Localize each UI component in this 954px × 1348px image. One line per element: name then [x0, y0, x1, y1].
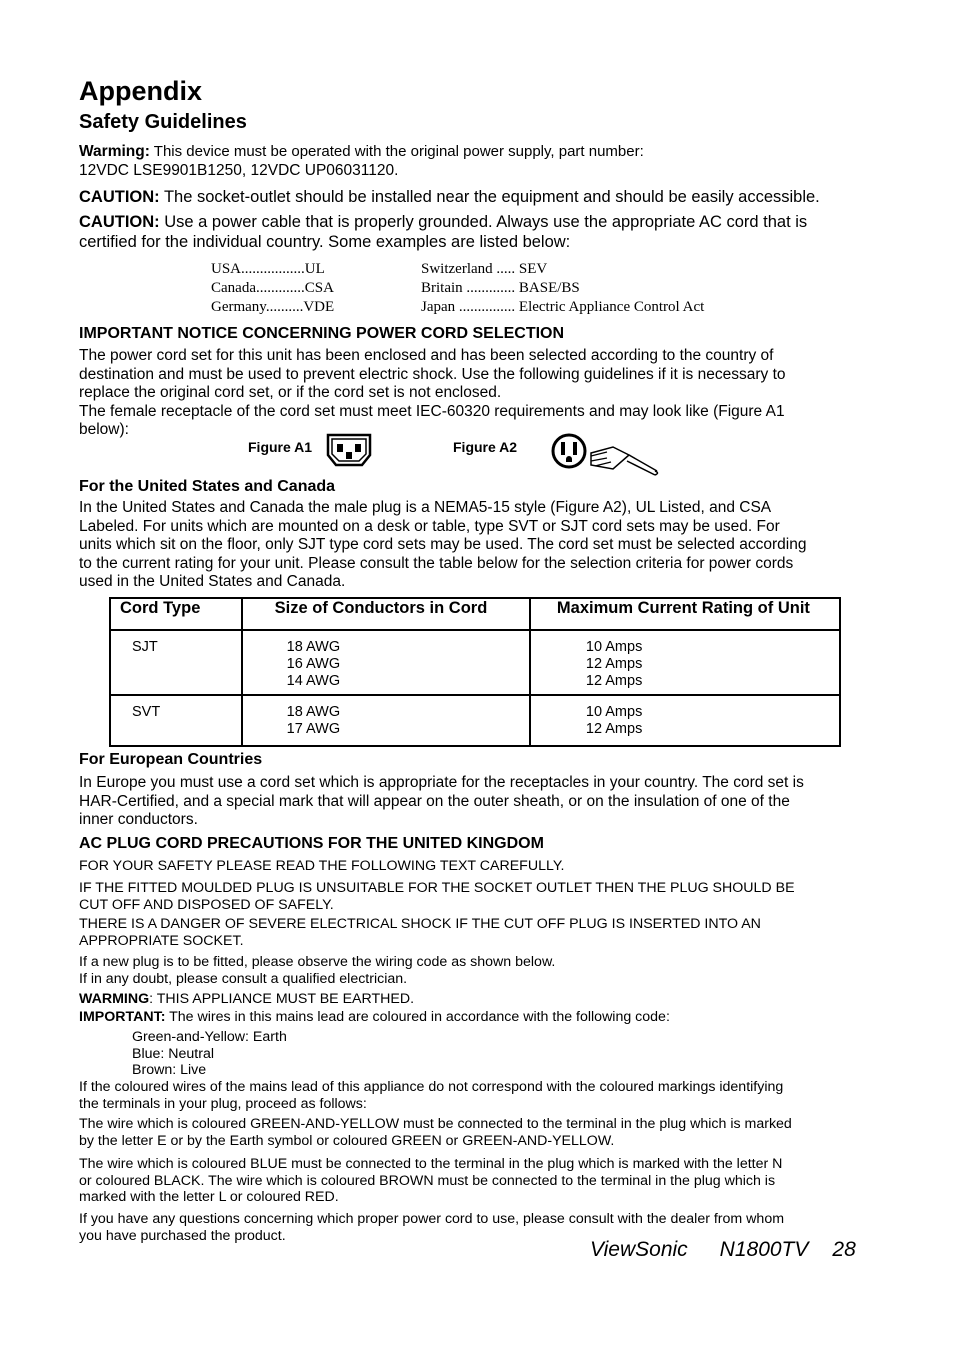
- uk-green-yellow: [79, 1116, 879, 1149]
- uk-danger: [79, 916, 879, 949]
- uk-line: If you have any questions concerning which proper power cord to use, please consult with the dealer from whom: [79, 1211, 785, 1227]
- size-value: 18 AWG: [286, 704, 341, 720]
- header-conductor-size: Size of Conductors in Cord: [242, 598, 530, 630]
- section-title: Safety Guidelines: [79, 111, 247, 133]
- caution-2: [79, 212, 879, 252]
- cell-ratings: [530, 695, 840, 746]
- cell-ratings: [530, 630, 840, 695]
- uk-blue-brown: [79, 1156, 879, 1206]
- us-canada-line: In the United States and Canada the male plug is a NEMA5-15 style (Figure A2), UL Listed, and CSA: [79, 499, 772, 516]
- uk-color-codes: [132, 1029, 532, 1079]
- caution-2-label: CAUTION:: [79, 213, 160, 231]
- cell-cord-type: SJT: [110, 630, 242, 695]
- us-canada-body: [79, 499, 879, 592]
- uk-new-plug: [79, 954, 879, 987]
- example-usa: USA.................UL: [211, 261, 325, 277]
- uk-heading: AC PLUG CORD PRECAUTIONS FOR THE UNITED KINGDOM: [79, 835, 544, 852]
- notice-line: below):: [79, 421, 129, 438]
- rating-value: 12 Amps: [585, 720, 643, 737]
- example-canada: Canada.............CSA: [211, 280, 334, 296]
- table-row: [110, 695, 840, 746]
- page-footer: [590, 1238, 856, 1262]
- header-cord-type: Cord Type: [110, 598, 242, 630]
- caution-1-label: CAUTION:: [79, 188, 160, 206]
- female-receptacle-icon: [326, 433, 372, 467]
- us-canada-heading: For the United States and Canada: [79, 478, 336, 495]
- warning-text: This device must be operated with the original power supply, part number:: [149, 143, 644, 160]
- figure-a2-label: Figure A2: [453, 439, 518, 455]
- uk-line: THERE IS A DANGER OF SEVERE ELECTRICAL SHOCK IF THE CUT OFF PLUG IS INSERTED INTO AN: [79, 916, 761, 932]
- europe-heading: For European Countries: [79, 751, 263, 768]
- warning-label: Warming:: [79, 143, 150, 160]
- uk-line: If the coloured wires of the mains lead of this appliance do not correspond with the coloured markings identifying: [79, 1079, 784, 1095]
- warning-paragraph: [79, 142, 879, 180]
- figure-a1-label: Figure A1: [248, 439, 313, 455]
- uk-important: [79, 1009, 879, 1026]
- cell-sizes: [242, 630, 530, 695]
- uk-line: or coloured BLACK. The wire which is coloured BROWN must be connected to the terminal in the plug which is: [79, 1172, 776, 1189]
- uk-line: marked with the letter L or coloured RED.: [79, 1189, 339, 1206]
- uk-line: you have purchased the product.: [79, 1227, 286, 1244]
- uk-important-label: IMPORTANT:: [79, 1009, 166, 1025]
- warning-part-numbers: 12VDC LSE9901B1250, 12VDC UP06031120.: [79, 162, 399, 179]
- footer-page-number: 28: [832, 1238, 856, 1261]
- rating-value: 12 Amps: [585, 655, 643, 672]
- cell-cord-type: SVT: [110, 695, 242, 746]
- size-value: 17 AWG: [286, 720, 341, 737]
- uk-important-text: The wires in this mains lead are coloured in accordance with the following code:: [165, 1009, 670, 1025]
- uk-line: APPROPRIATE SOCKET.: [79, 932, 244, 949]
- uk-line: The wire which is coloured GREEN-AND-YELLOW must be connected to the terminal in the plug which is marked: [79, 1116, 792, 1132]
- nema-plug-icon: [551, 431, 661, 479]
- uk-warming: [79, 991, 879, 1008]
- color-code-neutral: Blue: Neutral: [132, 1045, 215, 1062]
- size-value: 18 AWG: [286, 639, 341, 655]
- examples-left: [211, 260, 334, 317]
- uk-line: CUT OFF AND DISPOSED OF SAFELY.: [79, 896, 334, 913]
- notice-heading: IMPORTANT NOTICE CONCERNING POWER CORD SELECTION: [79, 325, 565, 342]
- caution-1: [79, 188, 879, 207]
- table-header-row: [110, 598, 840, 630]
- notice-body: [79, 347, 879, 440]
- uk-line: If a new plug is to be fitted, please observe the wiring code as shown below.: [79, 954, 556, 970]
- example-japan: Japan ............... Electric Appliance Control Act: [421, 299, 705, 315]
- rating-value: 10 Amps: [585, 639, 643, 655]
- uk-line: IF THE FITTED MOULDED PLUG IS UNSUITABLE FOR THE SOCKET OUTLET THEN THE PLUG SHOULD BE: [79, 880, 795, 896]
- europe-line: inner conductors.: [79, 811, 198, 828]
- uk-line: by the letter E or by the Earth symbol or coloured GREEN or GREEN-AND-YELLOW.: [79, 1132, 615, 1149]
- size-value: 16 AWG: [286, 655, 341, 672]
- cell-sizes: [242, 695, 530, 746]
- example-germany: Germany..........VDE: [211, 299, 335, 315]
- europe-line: In Europe you must use a cord set which is appropriate for the receptacles in your country. The cord set is: [79, 774, 804, 791]
- rating-value: 10 Amps: [585, 704, 643, 720]
- examples-right: [421, 260, 704, 317]
- cord-selection-table: [109, 597, 841, 747]
- us-canada-line: used in the United States and Canada.: [79, 573, 346, 591]
- europe-line: HAR-Certified, and a special mark that will appear on the outer sheath, or on the insulation of one of the: [79, 792, 790, 810]
- color-code-live: Brown: Live: [132, 1062, 207, 1079]
- notice-line: destination and must be used to prevent electric shock. Use the following guidelines if it is necessary to: [79, 365, 786, 383]
- example-britain: Britain ............. BASE/BS: [421, 280, 580, 296]
- footer-model: N1800TV: [719, 1238, 809, 1261]
- page-title: Appendix: [79, 76, 203, 106]
- uk-warming-label: WARMING: [79, 991, 150, 1007]
- uk-warming-text: : THIS APPLIANCE MUST BE EARTHED.: [149, 991, 415, 1007]
- us-canada-line: to the current rating for your unit. Please consult the table below for the selection criteria for power cords: [79, 554, 794, 572]
- header-current-rating: Maximum Current Rating of Unit: [530, 598, 840, 630]
- caution-2-line-1: Use a power cable that is properly grounded. Always use the appropriate AC cord that is: [159, 213, 808, 231]
- europe-body: [79, 774, 879, 830]
- example-switzerland: Switzerland ..... SEV: [421, 261, 548, 277]
- footer-brand: ViewSonic: [590, 1238, 688, 1261]
- us-canada-line: Labeled. For units which are mounted on a desk or table, type SVT or SJT cord sets may be used. For: [79, 517, 780, 535]
- uk-safety-read: FOR YOUR SAFETY PLEASE READ THE FOLLOWING TEXT CAREFULLY.: [79, 858, 565, 874]
- notice-line: replace the original cord set, or if the cord set is not enclosed.: [79, 384, 502, 401]
- notice-line: The power cord set for this unit has been enclosed and has been selected according to the country of: [79, 347, 774, 364]
- uk-moulded-plug: [79, 880, 879, 913]
- caution-2-line-2: certified for the individual country. Some examples are listed below:: [79, 233, 571, 251]
- color-code-earth: Green-and-Yellow: Earth: [132, 1029, 287, 1045]
- rating-value: 12 Amps: [585, 672, 643, 689]
- caution-1-text: The socket-outlet should be installed near the equipment and should be easily accessible.: [159, 188, 820, 206]
- notice-line: The female receptacle of the cord set must meet IEC-60320 requirements and may look like (Figure A1: [79, 402, 785, 420]
- uk-line: If in any doubt, please consult a qualified electrician.: [79, 970, 408, 987]
- uk-line: the terminals in your plug, proceed as follows:: [79, 1095, 367, 1112]
- us-canada-line: units which sit on the floor, only SJT type cord sets may be used. The cord set must be selected according: [79, 536, 807, 554]
- size-value: 14 AWG: [286, 672, 341, 689]
- table-row: [110, 630, 840, 695]
- uk-line: The wire which is coloured BLUE must be connected to the terminal in the plug which is marked with the letter N: [79, 1156, 783, 1172]
- uk-mismatch: [79, 1079, 879, 1112]
